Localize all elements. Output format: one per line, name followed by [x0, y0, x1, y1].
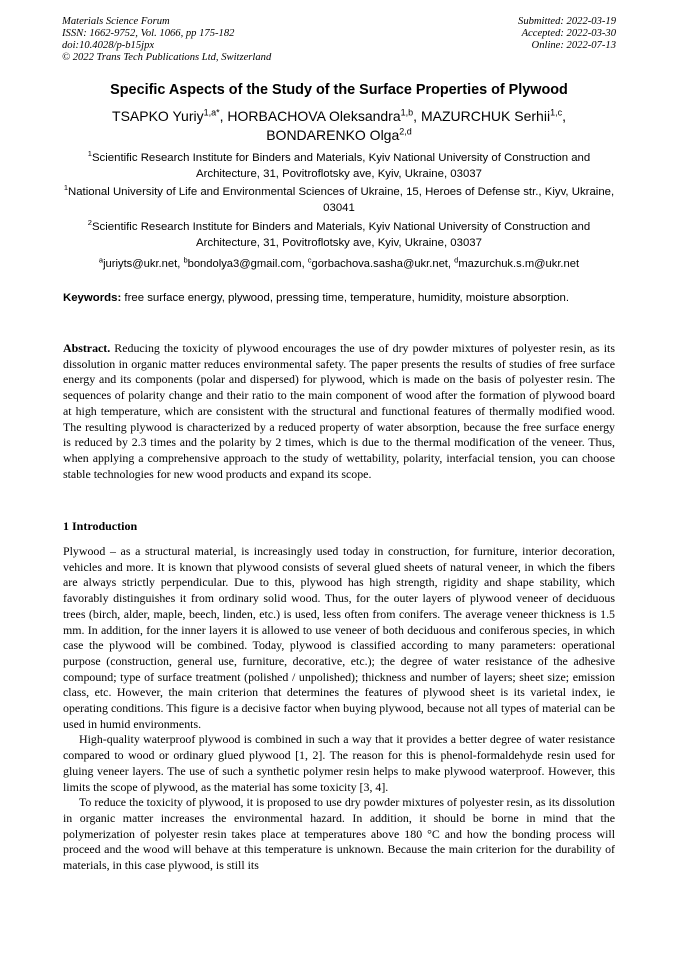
author-name: MAZURCHUK Serhii — [420, 108, 551, 124]
body-paragraph: High-quality waterproof plywood is combined in such a way that it provides a better degree of water resistance compared to wood or ordinary glued plywood [1, 2]. The reason for this is phenol-formaldehyde resin used for gluing veneer layers. The use of such a synthetic polymer resin helps to make plywood waterproof. However, this limits the scope of plywood, as the material has some toxicity [3, 4]. — [63, 732, 615, 794]
body-paragraph: To reduce the toxicity of plywood, it is proposed to use dry powder mixtures of polyester resin, as its dissolution in organic matter increases the environmental hazard. In addition, it should be borne in mind that the polymerization of polyester resin takes place at temperatures above 180 °C and how the bonding process will proceed and the wood will behave at this temperature is unknown. Because the main criterion for the durability of materials, in this case plywood, is still its — [63, 795, 615, 873]
author-separator: , — [562, 108, 566, 124]
email-marker: a — [98, 255, 104, 265]
author-emails — [40, 256, 638, 272]
body-paragraph: Plywood – as a structural material, is increasingly used today in construction, for furniture, interior decoration, vehicles and more. It is known that plywood consists of several glued sheets of natural veneer, in which the fibers are always strictly perpendicular. Due to this, plywood has high strength, rigidity and shape stability, which favorably distinguishes it from ordinary solid wood. Thus, for the outer layers of plywood veneer of deciduous trees (birch, alder, maple, beech, linden, etc.) is used, less often from conifers. The average veneer thickness is 1.5 mm. In addition, for the inner layers it is allowed to use veneer of both deciduous and coniferous species, in which case the plywood will be combined. Today, plywood is classified according to many parameters: operational purpose (construction, general use, furniture, decorative, etc.); the degree of water resistance of the adhesive compound; type of surface treatment (polished / unpolished); thickness and number of layers; sheet size; emission class, etc. However, the main criterion that determines the features of plywood sheet is its varietal index, ie operating conditions. This figure is a decisive factor when buying plywood, because not all types of material can be used in humid environments. — [63, 544, 615, 731]
affiliation — [62, 184, 616, 216]
paper-title: Specific Aspects of the Study of the Surface Properties of Plywood — [110, 82, 568, 98]
keywords-text: free surface energy, plywood, pressing time, temperature, humidity, moisture absorption. — [121, 292, 570, 304]
publication-dates — [518, 16, 616, 52]
journal-name: Materials Science Forum — [62, 16, 170, 27]
email-link[interactable]: bondolya3@gmail.com, — [187, 258, 308, 270]
affiliation — [62, 219, 616, 251]
keywords — [63, 291, 615, 306]
affiliation-marker: 2 — [87, 218, 92, 228]
author-name: TSAPKO Yuriy — [112, 108, 204, 124]
affiliation-text: Scientific Research Institute for Binders and Materials, Kyiv National University of Construction and Architecture, 31, Povitroflotsky ave, Kyiv, Ukraine, 03037 — [91, 221, 591, 249]
author-separator: , — [413, 108, 421, 124]
abstract-label: Abstract. — [63, 341, 111, 355]
issn-volume: ISSN: 1662-9752, Vol. 1066, pp 175-182 — [62, 28, 235, 39]
accepted-date: Accepted: 2022-03-30 — [521, 28, 616, 39]
author-superscript: 1,a* — [203, 107, 220, 118]
author-name: HORBACHOVA Oleksandra — [227, 108, 401, 124]
abstract — [63, 341, 615, 482]
email-marker: c — [307, 255, 312, 265]
author-superscript: 1,b — [400, 107, 414, 118]
email-marker: b — [183, 255, 188, 265]
author-superscript: 2,d — [399, 126, 412, 137]
submitted-date: Submitted: 2022-03-19 — [518, 16, 616, 27]
author-name: BONDARENKO Olga — [266, 127, 400, 143]
abstract-text: Reducing the toxicity of plywood encourages the use of dry powder mixtures of polyester resin, as its dissolution in organic matter reduces environmental safety. The paper presents the results of studies of free surface energy and its components (polar and dispersed) for plywood, which is made on the basis of polyester resin. The sequences of polarity change and their ratio to the main component of wood after the formation of plywood board at high temperature, which are consistent with the structural and functional features of thermally modified wood. The resulting plywood is characterized by a reduced property of water absorption, because the free surface energy is reduced by 2.3 times and the polarity by 2 times, which is due to the thermal modification of the veneer. Thus, when applying a comprehensive approach to the study of wettability, polarity, interfacial tension, you can choose stable technologies for new wood products and expand its scope. — [63, 341, 615, 481]
author-superscript: 1,c — [550, 107, 563, 118]
journal-info — [62, 16, 271, 64]
keywords-label: Keywords: — [63, 292, 122, 304]
copyright: © 2022 Trans Tech Publications Ltd, Switzerland — [62, 52, 272, 63]
email-link[interactable]: juriyts@ukr.net, — [103, 258, 184, 270]
email-link[interactable]: gorbachova.sasha@ukr.net, — [311, 258, 455, 270]
affiliation-text: National University of Life and Environmental Sciences of Ukraine, 15, Heroes of Defense str., Kiyv, Ukraine, 03041 — [68, 186, 615, 214]
email-marker: d — [454, 255, 459, 265]
author-list — [50, 107, 628, 145]
affiliation-marker: 1 — [63, 183, 68, 193]
online-date: Online: 2022-07-13 — [531, 40, 616, 51]
affiliation — [62, 150, 616, 182]
email-link[interactable]: mazurchuk.s.m@ukr.net — [458, 258, 580, 270]
doi[interactable]: doi:10.4028/p-b15jpx — [62, 40, 155, 51]
affiliation-text: Scientific Research Institute for Binders and Materials, Kyiv National University of Construction and Architecture, 31, Povitroflotsky ave, Kyiv, Ukraine, 03037 — [91, 152, 591, 180]
affiliation-marker: 1 — [87, 149, 92, 159]
section-heading: 1 Introduction — [63, 519, 138, 533]
author-separator: , — [219, 108, 228, 124]
section-body — [63, 544, 615, 874]
